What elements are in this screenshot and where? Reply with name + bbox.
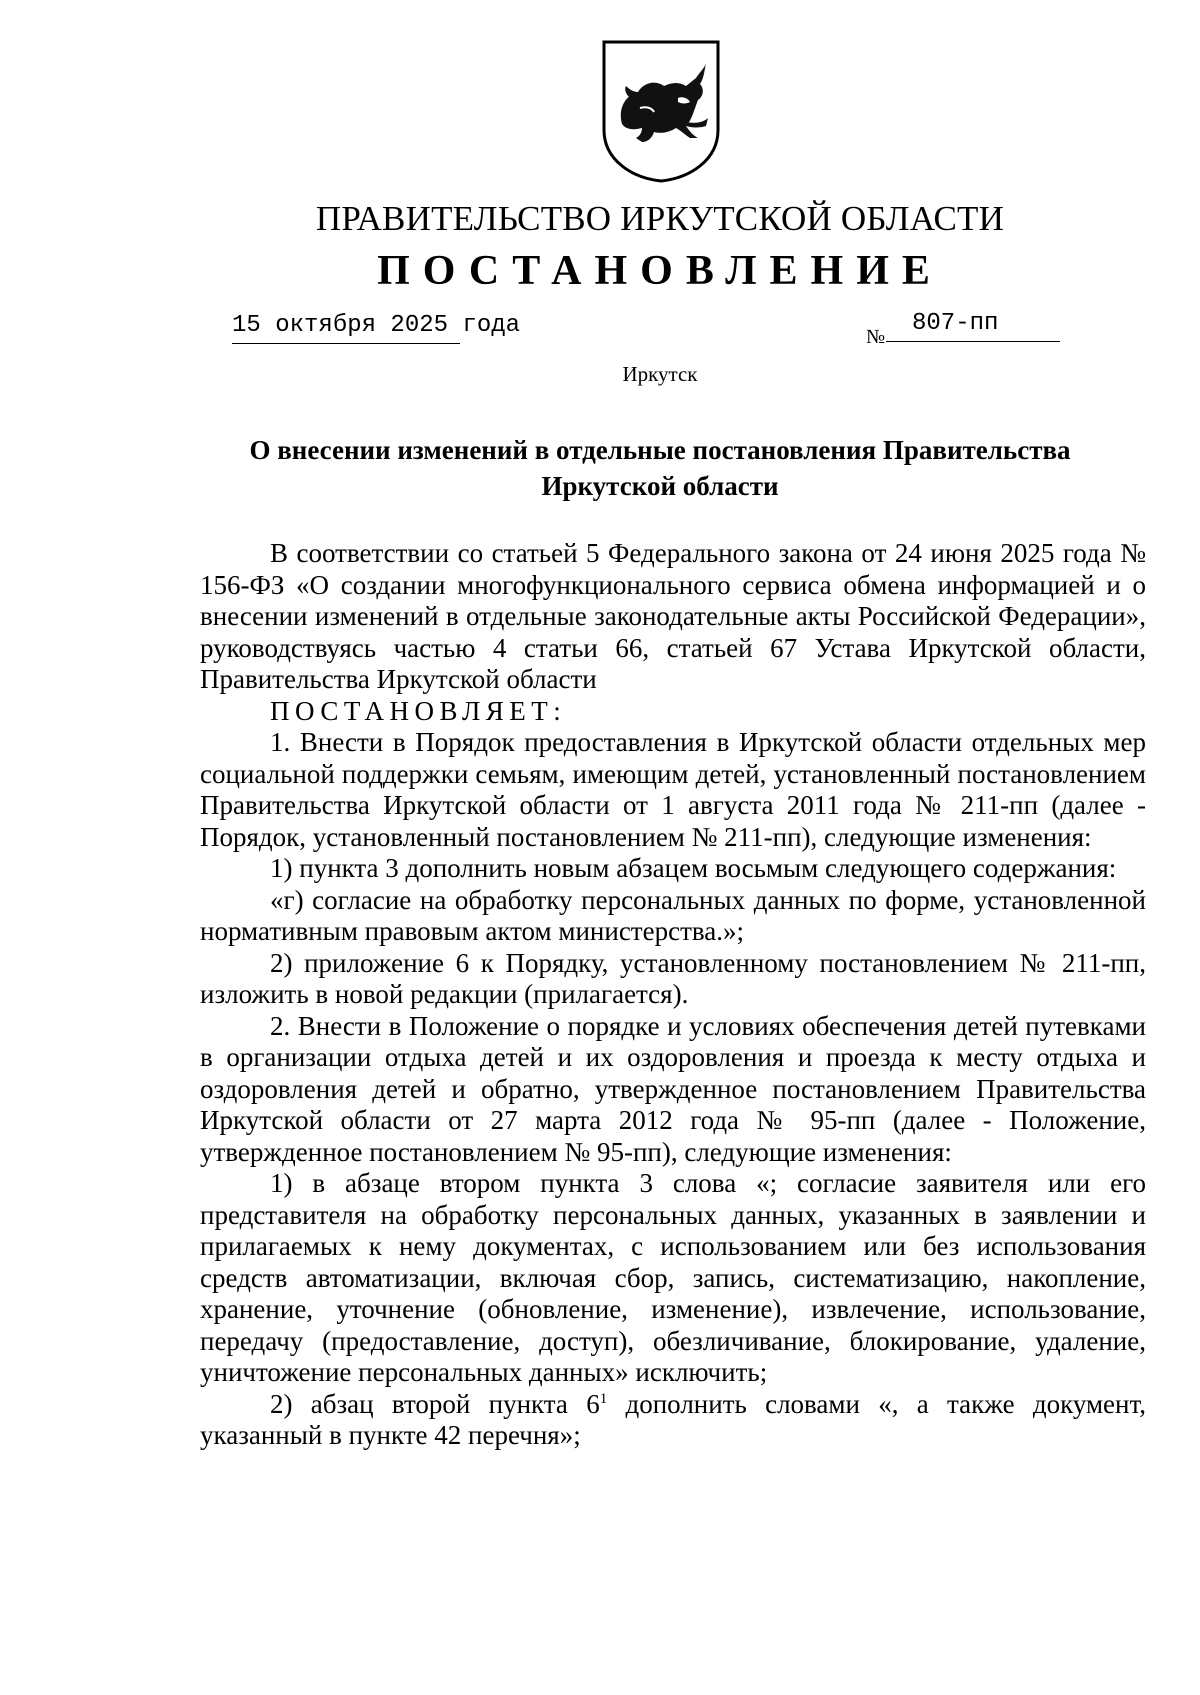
babr-icon [600, 38, 722, 184]
item-2-2-end: дополнить словами «, а также документ, указанный в пункте 42 перечня»; [200, 1388, 1146, 1450]
decree-date: 15 октября 2025 года [232, 312, 460, 344]
subject-line-1: О внесении изменений в отдельные постановления Правительства [249, 435, 1071, 465]
item-2-2-paragraph [200, 1389, 1146, 1452]
item-2-paragraph: 2. Внести в Положение о порядке и условиях обеспечения детей путевками в организации отдыха детей и их оздоровления и проезда к месту отдыха и оздоровления детей и обратно, утвержденное постановлением Правительства Иркутской области от 27 марта 2012 года № 95-пп (далее - Положение, утвержденное постановлением № 95-пп), следующие изменения: [200, 1010, 1146, 1167]
item-1-2-paragraph: 2) приложение 6 к Порядку, установленному постановлением № 211-пп, изложить в новой редакции (прилагается). [200, 947, 1146, 1009]
number-sign: № [866, 326, 886, 348]
item-2-2-start: 2) абзац второй пункта 6 [270, 1388, 600, 1419]
decree-subject [200, 432, 1120, 504]
item-1-1-paragraph: 1) пункта 3 дополнить новым абзацем восьмым следующего содержания: [270, 853, 1117, 883]
subject-line-2: Иркутской области [541, 471, 779, 501]
item-1-paragraph: 1. Внести в Порядок предоставления в Иркутской области отдельных мер социальной поддержки семьям, имеющим детей, установленный постановлением Правительства Иркутской области от 1 августа 2011 года № 211-пп (далее - Порядок, установленный постановлением № 211-пп), следующие изменения: [200, 727, 1146, 852]
item-1-1-quote-paragraph: «г) согласие на обработку персональных данных по форме, установленной нормативным правовым актом министерства.»; [200, 884, 1146, 946]
item-2-1-paragraph: 1) в абзаце втором пункта 3 слова «; согласие заявителя или его представителя на обработку персональных данных, указанных в заявлении и прилагаемых к нему документах, с использованием или без использования средств автоматизации, включая сбор, запись, систематизацию, накопление, хранение, уточнение (обновление, изменение), извлечение, использование, передачу (предоставление, доступ), обезличивание, блокирование, удаление, уничтожение персональных данных» исключить; [200, 1168, 1146, 1387]
preamble-paragraph: В соответствии со статьей 5 Федерального закона от 24 июня 2025 года № 156-ФЗ «О создании многофункционального сервиса обмена информацией и о внесении изменений в отдельные законодательные акты Российской Федерации», руководствуясь частью 4 статьи 66, статьей 67 Устава Иркутской области, Правительства Иркутской области [200, 538, 1146, 694]
decree-body [200, 538, 1146, 1452]
resolves-heading: ПОСТАНОВЛЯЕТ: [270, 695, 567, 726]
city-label: Иркутск [622, 362, 698, 386]
decree-number: 807-пп [886, 310, 1060, 342]
organization-title: ПРАВИТЕЛЬСТВО ИРКУТСКОЙ ОБЛАСТИ [315, 199, 1005, 238]
coat-of-arms-emblem [600, 38, 722, 184]
document-type-title: ПОСТАНОВЛЕНИЕ [377, 248, 943, 294]
item-2-2-superscript: 1 [599, 1390, 608, 1407]
